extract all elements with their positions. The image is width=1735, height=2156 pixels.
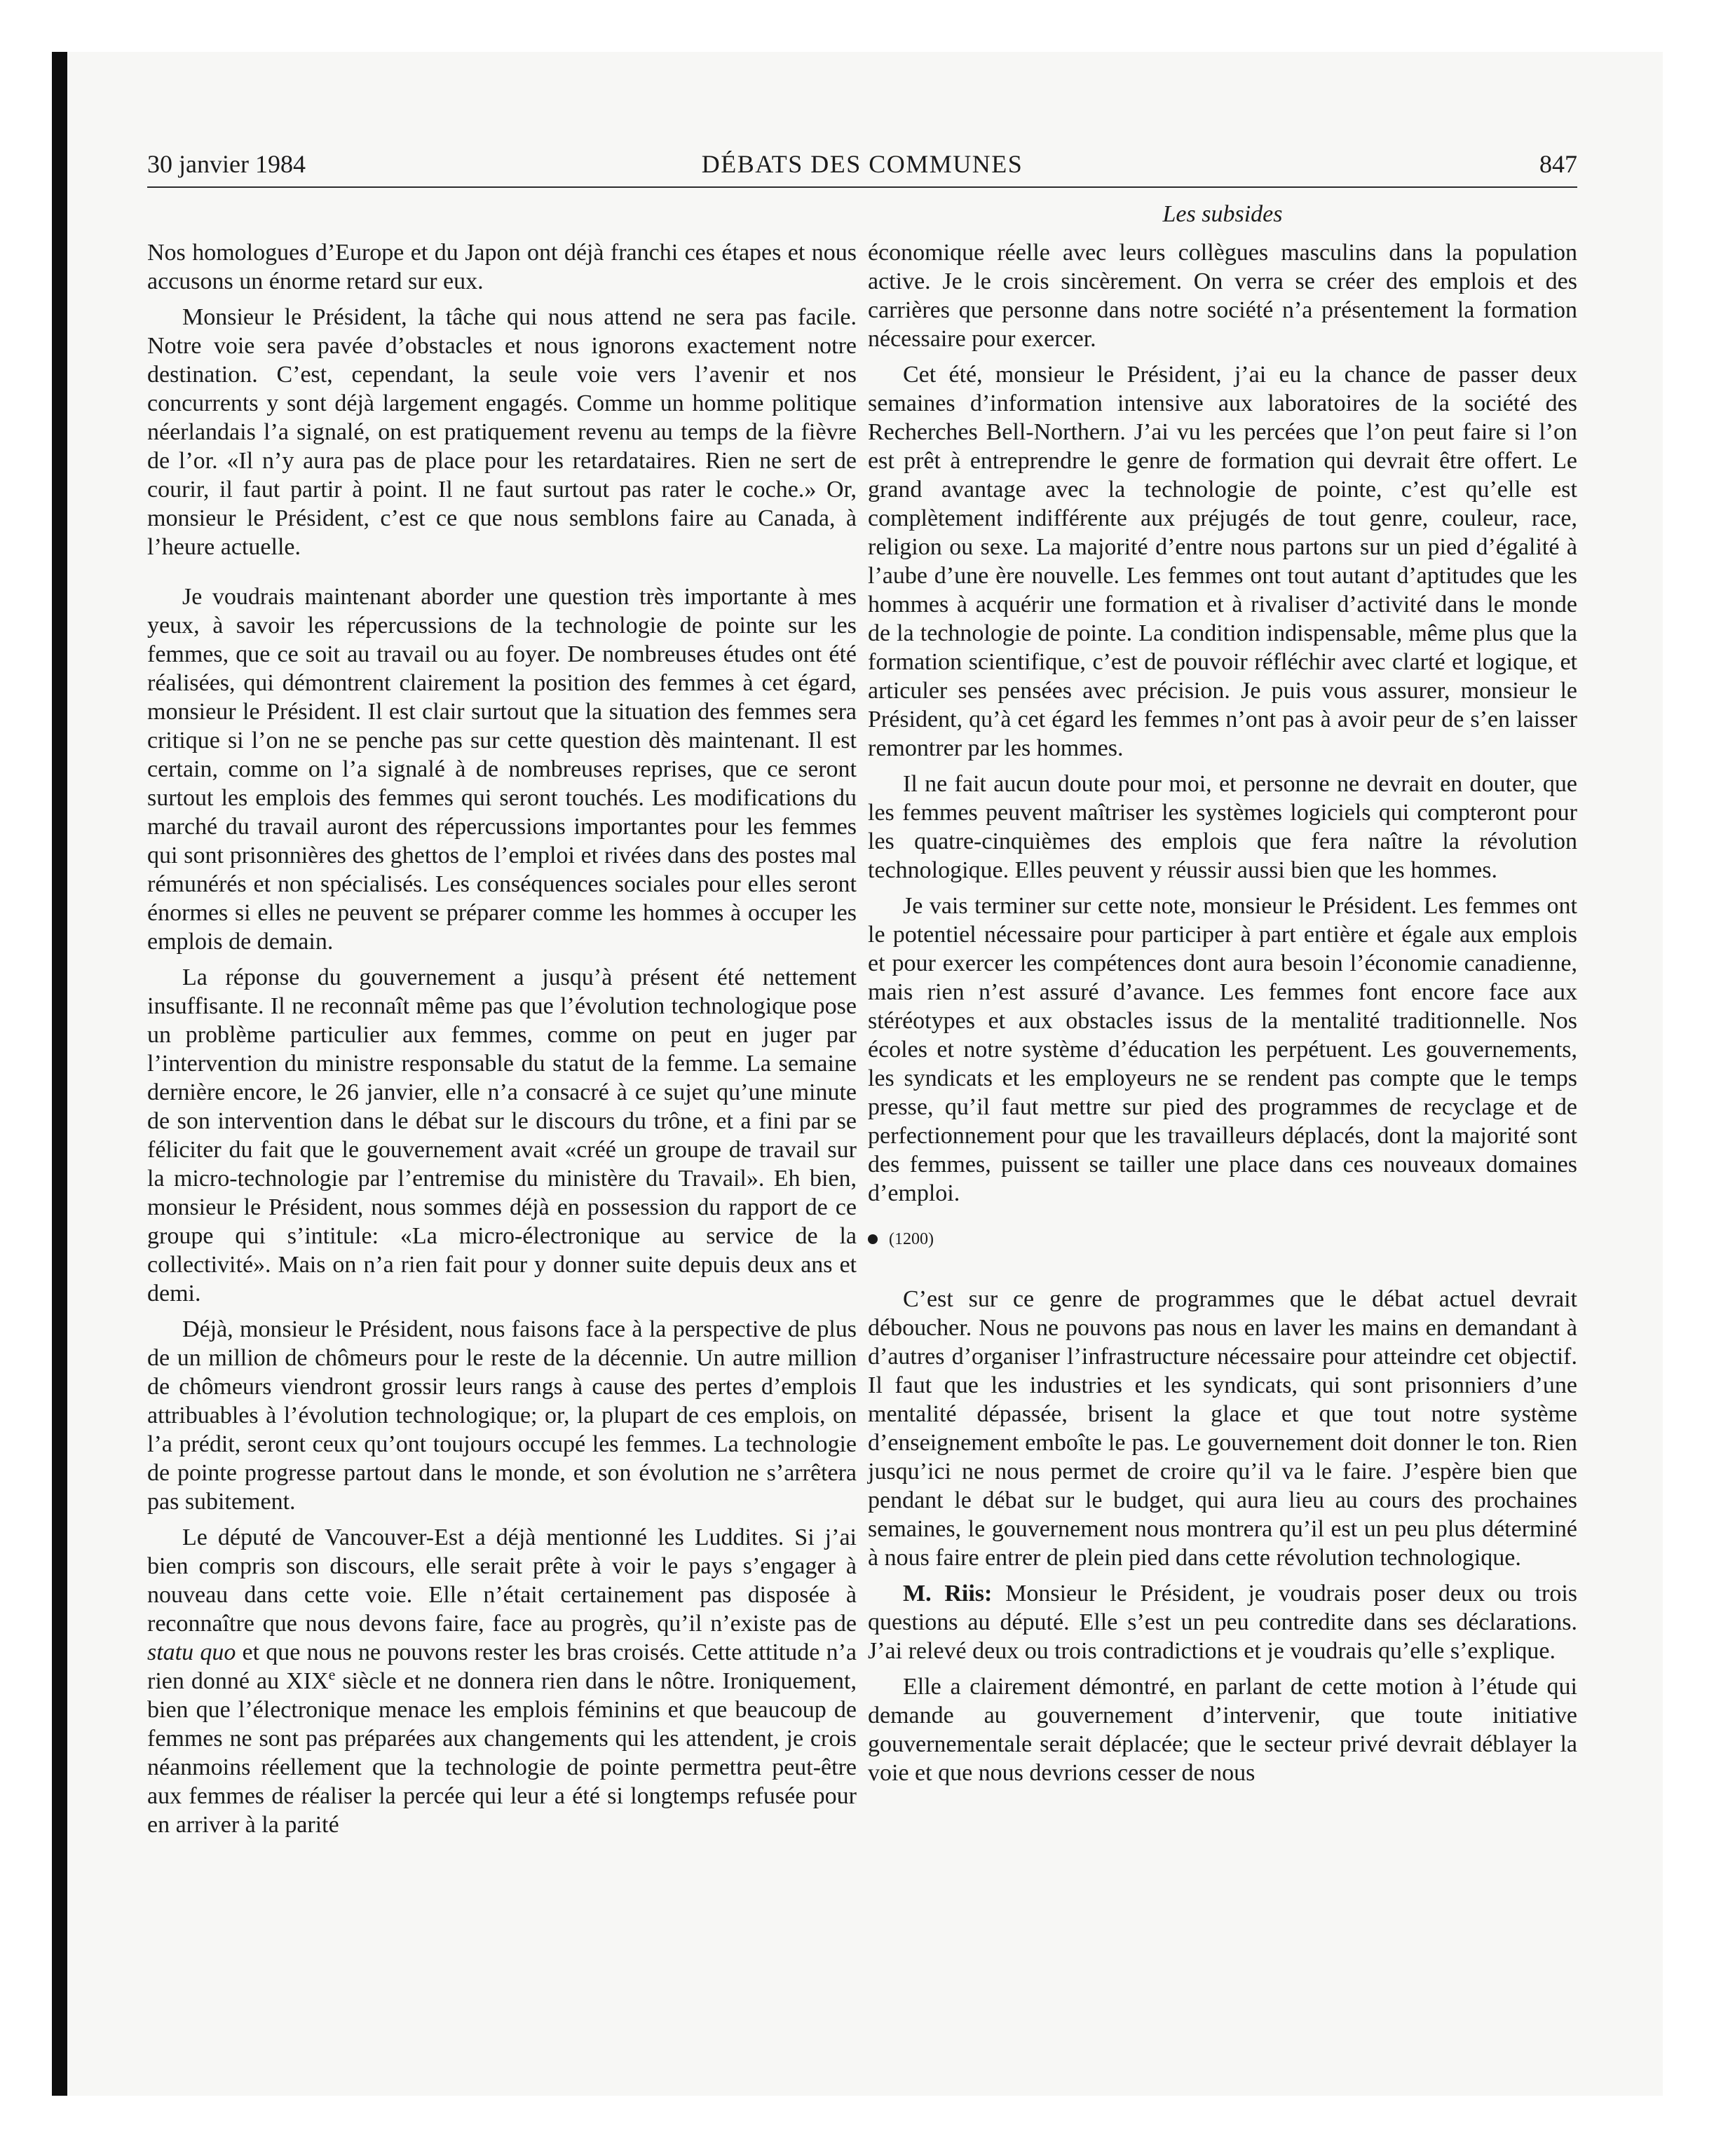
left-paragraph-4: La réponse du gouvernement a jusqu’à présent été nettement insuffisante. Il ne reconnaît même pas que l’évolution technologique pose un problème particulier aux femmes, comme on peut en juger par l’intervention du ministre responsable du statut de la femme. La semaine dernière encore, le 26 janvier, elle n’a consacré à ce sujet qu’une minute de son intervention dans le débat sur le discours du trône, et a fini par se féliciter du fait que le gouvernement avait «créé un groupe de travail sur la micro-technologie par l’entremise du ministère du Travail». Eh bien, monsieur le Président, nous sommes déjà en possession du rapport de ce groupe qui s’intitule: «La micro-électronique au service de la collectivité». Mais on n’a rien fait pour y donner suite depuis deux ans et demi. [147, 964, 857, 1306]
right-paragraph-3: Il ne fait aucun doute pour moi, et personne ne devrait en douter, que les femmes peuvent maîtriser les systèmes logiciels qui compteront pour les quatre-cinquièmes des emplois que fera naître la révolution technologique. Elles peuvent y réussir aussi bien que les hommes. [868, 771, 1577, 883]
bullet-dot-icon [868, 1234, 878, 1244]
right-paragraph-6 [868, 1579, 1577, 1665]
left-paragraph-1: Nos homologues d’Europe et du Japon ont déjà franchi ces étapes et nous accusons un énorme retard sur eux. [147, 240, 857, 294]
latin-phrase: statu quo [147, 1639, 236, 1665]
header-date: 30 janvier 1984 [147, 150, 306, 178]
page-number: 847 [1539, 150, 1577, 178]
right-paragraph-4: Je vais terminer sur cette note, monsieur le Président. Les femmes ont le potentiel nécessaire pour participer à part entière et égale aux emplois et pour exercer les compétences dont aura besoin l’économie canadienne, mais rien n’est assuré d’avance. Les femmes font encore face aux stéréotypes et aux obstacles issus de la mentalité traditionnelle. Nos écoles et notre système d’éducation les perpétuent. Les gouvernements, les syndicats et les employeurs ne se rendent pas compte que le temps presse, qu’il faut mettre sur pied des programmes de recyclage et de perfectionnement pour que les travailleurs déplacés, dont la majorité sont des femmes, puissent se tailler une place dans ces nouveaux domaines d’emploi. [868, 893, 1577, 1206]
scan-binding-edge [52, 52, 67, 2096]
right-paragraph-7: Elle a clairement démontré, en parlant de cette motion à l’étude qui demande au gouvernement d’intervenir, que toute initiative gouvernementale serait déplacée; que le secteur privé devrait déblayer la voie et que nous devrions cesser de nous [868, 1674, 1577, 1786]
century-superscript: e [328, 1665, 336, 1684]
left-paragraph-6 [147, 1523, 857, 1839]
header-rule [147, 186, 1577, 188]
header-title: DÉBATS DES COMMUNES [701, 150, 1023, 178]
time-marker-label: (1200) [889, 1230, 934, 1248]
running-header [147, 143, 1577, 185]
left-paragraph-2: Monsieur le Président, la tâche qui nous attend ne sera pas facile. Notre voie sera pavée d’obstacles et nous ignorons exactement notre destination. C’est, cependant, la seule voie vers l’avenir et nos concurrents y sont déjà largement engagés. Comme un homme politique néerlandais l’a signalé, on est pratiquement revenu au temps de la fièvre de l’or. «Il n’y aura pas de place pour les retardataires. Rien ne sert de courir, il faut partir à point. Il ne faut surtout pas rater le coche.» Or, monsieur le Président, c’est ce que nous semblons faire au Canada, à l’heure actuelle. [147, 304, 857, 560]
right-column [868, 238, 1577, 1794]
left-paragraph-3: Je voudrais maintenant aborder une question très importante à mes yeux, à savoir les répercussions de la technologie de pointe sur les femmes, que ce soit au travail ou au foyer. De nombreuses études ont été réalisées, qui démontrent clairement la position des femmes à cet égard, monsieur le Président. Il est clair surtout que la situation des femmes sera critique si l’on ne se penche pas sur cette question dès maintenant. Il est certain, comme on l’a signalé à de nombreuses reprises, que ce seront surtout les emplois des femmes qui seront touchés. Les modifications du marché du travail auront des répercussions importantes pour les femmes qui sont prisonnières des ghettos de l’emploi et rivées dans des postes mal rémunérés et non spécialisés. Les conséquences sociales pour elles seront énormes si elles ne peuvent se préparer comme les hommes à occuper les emplois de demain. [147, 584, 857, 955]
speaker-name: M. Riis: [903, 1581, 993, 1606]
left-column [147, 238, 857, 1846]
left-paragraph-6-part-a: Le député de Vancouver-Est a déjà mentionné les Luddites. Si j’ai bien compris son discours, elle serait prête à voir le pays s’engager à nouveau dans cette voie. Elle n’était certainement pas disposée à reconnaître que nous devons faire, face au progrès, qu’il n’existe pas de [147, 1524, 857, 1637]
left-paragraph-6-part-b: et que nous ne pouvons rester les bras croisés. Cette attitude n’a rien donné au XIX [147, 1639, 857, 1694]
right-paragraph-5: C’est sur ce genre de programmes que le débat actuel devrait déboucher. Nous ne pouvons pas nous en laver les mains en demandant à d’autres d’organiser l’infrastructure nécessaire pour atteindre cet objectif. Il faut que les industries et les syndicats, qui sont prisonniers d’une mentalité dépassée, brisent la glace et que tout notre système d’enseignement emboîte le pas. Le gouvernement doit donner le ton. Rien jusqu’ici ne nous permet de croire qu’il va le faire. J’espère bien que pendant le débat sur le budget, qui aura lieu au cours des prochaines semaines, le gouvernement nous montrera qu’il est un peu plus déterminé à nous faire entrer de plein pied dans cette révolution technologique. [868, 1286, 1577, 1571]
right-paragraph-1: économique réelle avec leurs collègues masculins dans la population active. Je le crois sincèrement. On verra se créer des emplois et des carrières que personne dans notre société n’a présentement la formation nécessaire pour exercer. [868, 240, 1577, 352]
left-paragraph-6-part-c: siècle et ne donnera rien dans le nôtre. Ironiquement, bien que l’électronique menace les emplois féminins et que beaucoup de femmes ne sont pas préparées aux changements qui les attendent, je crois néanmoins réellement que la technologie de pointe permettra peut-être aux femmes de réaliser la percée qui leur a été si longtemps refusée pour en arriver à la parité [147, 1668, 857, 1838]
right-paragraph-6-text: Monsieur le Président, je voudrais poser deux ou trois questions au député. Elle s’est un peu contredite dans ses déclarations. J’ai relevé deux ou trois contradictions et je voudrais qu’elle s’explique. [868, 1581, 1577, 1664]
right-paragraph-2: Cet été, monsieur le Président, j’ai eu la chance de passer deux semaines d’information intensive aux laboratoires de la société des Recherches Bell-Northern. J’ai vu les percées que l’on peut faire si l’on est prêt à entreprendre le genre de formation qui devrait être offert. Le grand avantage avec la technologie de pointe, c’est qu’elle est complètement indifférente aux préjugés de tout genre, couleur, race, religion ou sexe. La majorité d’entre nous partons sur un pied d’égalité à l’aube d’une ère nouvelle. Les femmes ont tout autant d’aptitudes que les hommes à acquérir une formation et à rivaliser d’activité dans le monde de la technologie de pointe. La condition indispensable, même plus que la formation scientifique, c’est de pouvoir réfléchir avec clarté et logique, et articuler ses pensées avec précision. Je puis vous assurer, monsieur le Président, qu’à cet égard les femmes n’ont pas à avoir peur de s’en laisser remontrer par les hommes. [868, 362, 1577, 761]
left-paragraph-5: Déjà, monsieur le Président, nous faisons face à la perspective de plus de un million de chômeurs pour le reste de la décennie. Un autre million de chômeurs viendront grossir leurs rangs à cause des pertes d’emplois attribuables à l’évolution technologique; or, la plupart de ces emplois, on l’a prédit, seront ceux qu’ont toujours occupé les femmes. La technologie de pointe progresse partout dans le monde, et son évolution ne s’arrêtera pas subitement. [147, 1316, 857, 1515]
time-marker [868, 1229, 1577, 1250]
section-heading: Les subsides [1162, 201, 1283, 227]
